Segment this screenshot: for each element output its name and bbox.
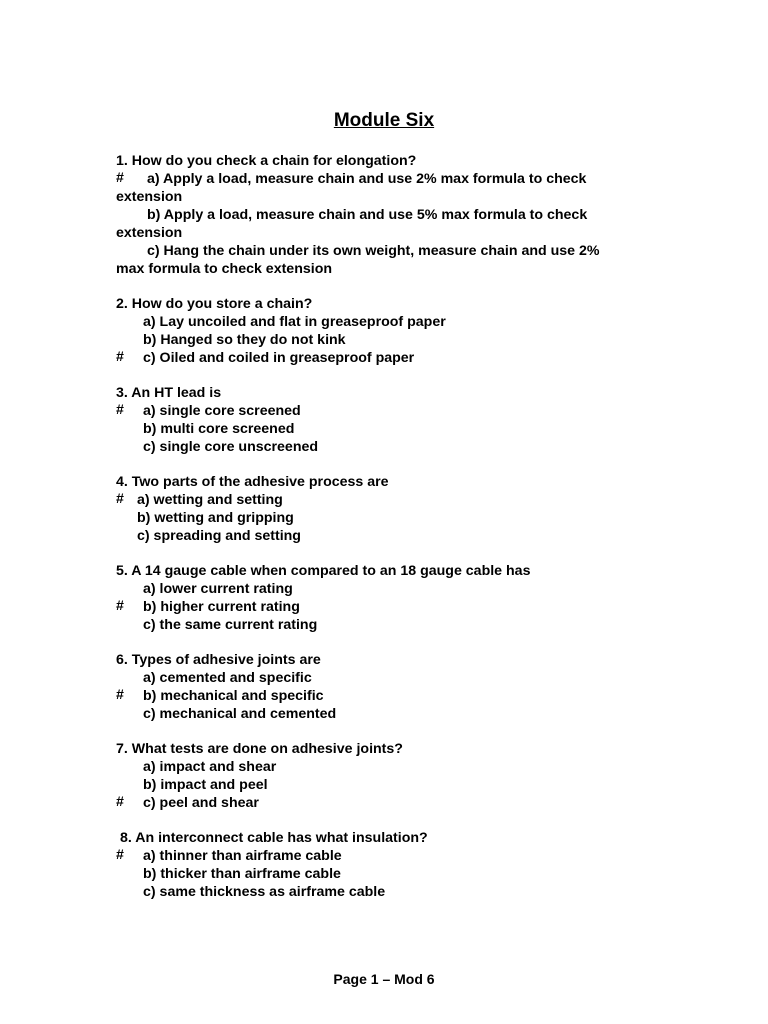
question-4-option-c: c) spreading and setting: [137, 528, 301, 544]
question-6-option-c: c) mechanical and cemented: [143, 706, 337, 722]
question-7-text: 7. What tests are done on adhesive joints?: [116, 741, 403, 757]
question-3-text: 3. An HT lead is: [116, 385, 222, 401]
question-1-option-b: b) Apply a load, measure chain and use 5% max formula to check: [147, 207, 588, 223]
question-2-option-a: a) Lay uncoiled and flat in greaseproof paper: [143, 314, 446, 330]
question-5-option-a: a) lower current rating: [143, 581, 293, 597]
question-7-option-b: b) impact and peel: [143, 777, 268, 793]
question-4-option-b: b) wetting and gripping: [137, 510, 294, 526]
question-5-option-b: b) higher current rating: [143, 599, 300, 615]
question-1-text: 1. How do you check a chain for elongation?: [116, 153, 417, 169]
question-2-text: 2. How do you store a chain?: [116, 296, 313, 312]
answer-marker: #: [116, 687, 124, 703]
question-8-option-a: a) thinner than airframe cable: [143, 848, 342, 864]
answer-marker: #: [116, 170, 124, 186]
question-5-option-c: c) the same current rating: [143, 617, 318, 633]
question-2-option-b: b) Hanged so they do not kink: [143, 332, 346, 348]
question-8-text: 8. An interconnect cable has what insulation?: [120, 830, 428, 846]
answer-marker: #: [116, 491, 124, 507]
question-8-option-c: c) same thickness as airframe cable: [143, 884, 386, 900]
question-3-option-b: b) multi core screened: [143, 421, 295, 437]
answer-marker: #: [116, 847, 124, 863]
answer-marker: #: [116, 598, 124, 614]
answer-marker: #: [116, 794, 124, 810]
question-8-option-b: b) thicker than airframe cable: [143, 866, 341, 882]
question-6-option-b: b) mechanical and specific: [143, 688, 324, 704]
question-7-option-c: c) peel and shear: [143, 795, 259, 811]
question-1-option-c-continued: max formula to check extension: [116, 261, 333, 277]
answer-marker: #: [116, 402, 124, 418]
answer-marker: #: [116, 349, 124, 365]
question-2-option-c: c) Oiled and coiled in greaseproof paper: [143, 350, 415, 366]
question-4-option-a: a) wetting and setting: [137, 492, 283, 508]
question-1-option-a-continued: extension: [116, 189, 183, 205]
question-1-option-c: c) Hang the chain under its own weight, measure chain and use 2%: [147, 243, 600, 259]
question-6-option-a: a) cemented and specific: [143, 670, 312, 686]
question-1-option-b-continued: extension: [116, 225, 183, 241]
question-4-text: 4. Two parts of the adhesive process are: [116, 474, 389, 490]
page-title: Module Six: [333, 110, 435, 131]
question-7-option-a: a) impact and shear: [143, 759, 277, 775]
question-3-option-c: c) single core unscreened: [143, 439, 319, 455]
question-3-option-a: a) single core screened: [143, 403, 301, 419]
question-1-option-a: a) Apply a load, measure chain and use 2% max formula to check: [147, 171, 587, 187]
question-6-text: 6. Types of adhesive joints are: [116, 652, 321, 668]
question-5-text: 5. A 14 gauge cable when compared to an 18 gauge cable has: [116, 563, 531, 579]
page-footer: Page 1 – Mod 6: [333, 971, 435, 987]
